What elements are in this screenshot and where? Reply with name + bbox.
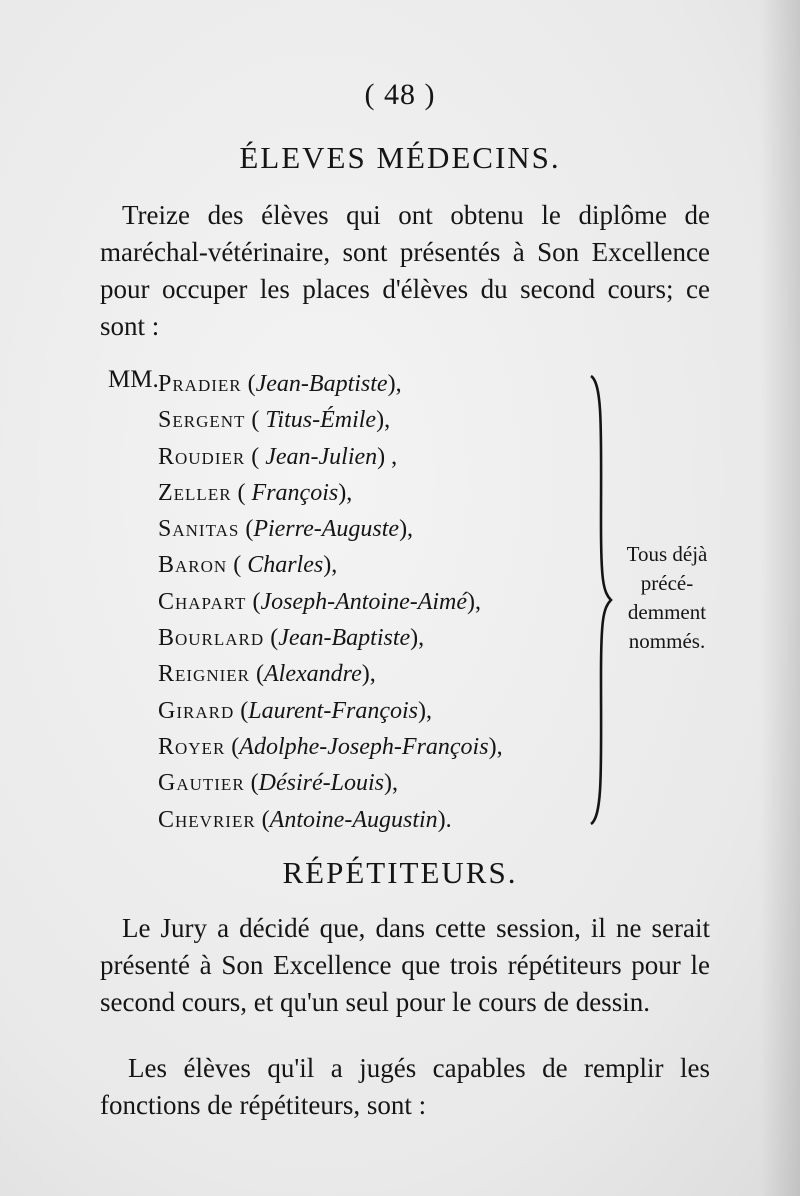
student-list-item bbox=[158, 584, 503, 620]
repetiteurs-list-intro: Les élèves qu'il a jugés capables de remplir les fonctions de répétiteurs, sont : bbox=[100, 1053, 710, 1120]
page-number: ( 48 ) bbox=[364, 78, 436, 111]
student-surname: Sergent bbox=[158, 407, 246, 434]
student-paren-open: ( bbox=[231, 479, 252, 506]
student-paren-open: ( bbox=[264, 625, 279, 652]
student-paren-close: ), bbox=[410, 625, 425, 652]
student-paren-close: ), bbox=[387, 371, 402, 397]
student-list-item bbox=[158, 439, 503, 475]
student-paren-close: ) , bbox=[377, 443, 398, 470]
student-list-item bbox=[158, 402, 503, 438]
student-given-names: Joseph-Antoine-Aimé bbox=[260, 588, 468, 615]
student-paren-open: ( bbox=[245, 407, 266, 434]
student-paren-open: ( bbox=[227, 552, 248, 579]
student-paren-open: ( bbox=[246, 588, 261, 615]
student-given-names: Charles bbox=[247, 552, 324, 579]
student-surname: Zeller bbox=[158, 479, 232, 506]
student-surname: Bourlard bbox=[158, 625, 265, 652]
section-title-repetiteurs: RÉPÉTITEURS. bbox=[282, 855, 518, 890]
student-paren-close: ). bbox=[437, 806, 452, 833]
student-surname: Sanitas bbox=[158, 516, 240, 543]
page-edge-shadow bbox=[760, 0, 800, 1196]
student-paren-open: ( bbox=[245, 443, 266, 470]
student-list-item bbox=[158, 802, 503, 838]
student-list-item bbox=[158, 475, 503, 511]
student-list-item bbox=[158, 511, 503, 547]
repetiteurs-paragraph: Le Jury a décidé que, dans cette session, il ne serait présenté à Son Excellence que trois répétiteurs pour le second cours, et qu'un seul pour le cours de dessin. bbox=[100, 913, 710, 1017]
student-list-item bbox=[158, 547, 503, 583]
student-paren-open: ( bbox=[244, 770, 259, 797]
student-surname: Baron bbox=[158, 552, 228, 579]
student-given-names: Pierre-Auguste bbox=[253, 516, 400, 543]
student-paren-close: ), bbox=[376, 407, 391, 434]
student-surname: Gautier bbox=[158, 770, 245, 797]
student-list-item bbox=[158, 729, 503, 765]
student-list-item bbox=[158, 620, 503, 656]
student-surname: Roudier bbox=[158, 443, 246, 470]
student-given-names: Jean-Baptiste bbox=[278, 625, 411, 652]
student-surname: Reignier bbox=[158, 661, 250, 688]
student-list bbox=[158, 366, 503, 838]
student-paren-open: ( bbox=[255, 806, 270, 833]
note-line: demment bbox=[627, 600, 707, 624]
student-given-names: Titus-Émile bbox=[265, 407, 377, 434]
student-surname: Girard bbox=[158, 697, 235, 724]
student-list-item bbox=[158, 693, 503, 729]
student-given-names: Adolphe-Joseph-François bbox=[239, 733, 489, 760]
student-paren-close: ), bbox=[467, 588, 482, 615]
student-paren-close: ), bbox=[323, 552, 338, 579]
right-brace bbox=[585, 374, 615, 826]
student-paren-open: ( bbox=[241, 371, 256, 397]
student-list-item bbox=[158, 656, 503, 692]
student-list-item bbox=[158, 765, 503, 801]
student-paren-close: ), bbox=[384, 770, 398, 797]
section-title-eleves-medecins: ÉLEVES MÉDECINS. bbox=[239, 140, 561, 175]
student-paren-close: ), bbox=[399, 516, 414, 543]
brace-note bbox=[612, 540, 722, 656]
student-paren-close: ), bbox=[418, 697, 433, 724]
student-paren-close: ), bbox=[338, 479, 353, 506]
student-surname: Chevrier bbox=[158, 806, 256, 833]
note-line: Tous déjà bbox=[626, 542, 708, 566]
student-given-names: Laurent-François bbox=[248, 697, 419, 724]
intro-paragraph: Treize des élèves qui ont obtenu le diplôme de maréchal-vétérinaire, sont présentés à Son Excellence pour occuper les places d'élèves du second cours; ce sont : bbox=[100, 200, 710, 341]
student-given-names: François bbox=[251, 479, 339, 506]
note-line: nommés. bbox=[628, 629, 706, 653]
note-line: précé- bbox=[640, 571, 694, 595]
student-paren-close: ), bbox=[488, 733, 503, 760]
student-paren-open: ( bbox=[239, 516, 254, 543]
student-given-names: Alexandre bbox=[264, 661, 362, 688]
student-paren-open: ( bbox=[234, 697, 249, 724]
student-given-names: Jean-Julien bbox=[265, 443, 378, 470]
student-paren-open: ( bbox=[250, 661, 264, 688]
student-surname: Pradier bbox=[158, 371, 242, 397]
student-paren-open: ( bbox=[225, 733, 240, 760]
student-given-names: Antoine-Augustin bbox=[269, 806, 438, 833]
student-given-names: Désiré-Louis bbox=[258, 770, 384, 797]
student-surname: Chapart bbox=[158, 588, 247, 615]
student-list-item bbox=[158, 366, 503, 402]
student-surname: Royer bbox=[158, 733, 226, 760]
student-given-names: Jean-Baptiste bbox=[255, 371, 388, 397]
list-prefix: MM. bbox=[108, 366, 159, 393]
student-paren-close: ), bbox=[361, 661, 376, 688]
